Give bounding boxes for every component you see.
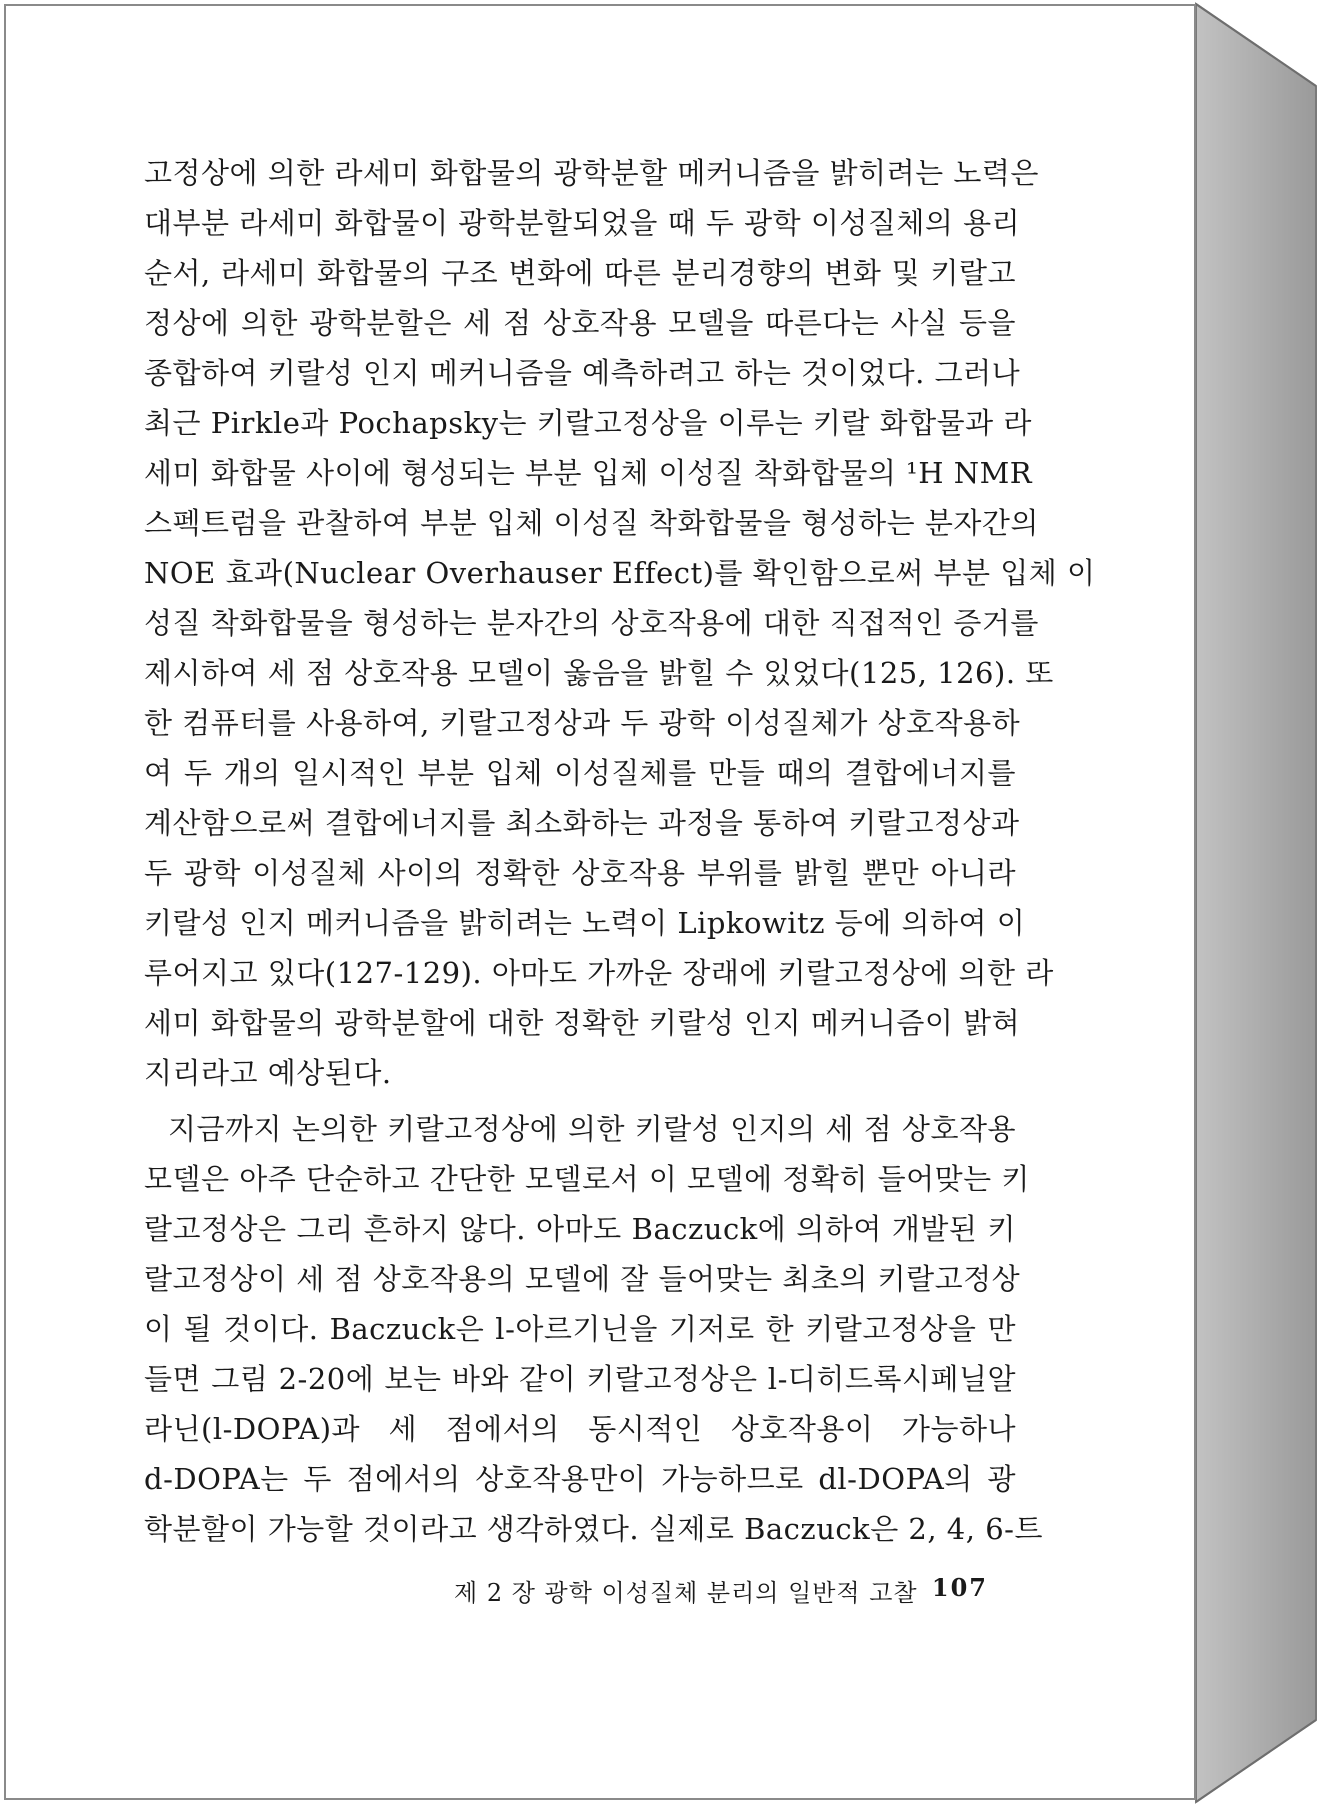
text-line: 성질 착화합물을 형성하는 분자간의 상호작용에 대한 직접적인 증거를 [144,606,1039,640]
book-page [4,4,1196,1800]
text-line: 학분할이 가능할 것이라고 생각하였다. 실제로 Baczuck은 2, 4, 6-트 [144,1512,1043,1546]
chapter-title: 제 2 장 광학 이성질체 분리의 일반적 고찰 [454,1579,918,1607]
text-line: 키랄성 인지 메커니즘을 밝히려는 노력이 Lipkowitz 등에 의하여 이 [144,906,1026,940]
text-line: d-DOPA는 두 점에서의 상호작용만이 가능하므로 dl-DOPA의 광 [144,1462,1016,1496]
text-line: 랄고정상이 세 점 상호작용의 모델에 잘 들어맞는 최초의 키랄고정상 [144,1262,1021,1296]
text-line: 대부분 라세미 화합물이 광학분할되었을 때 두 광학 이성질체의 용리 [144,206,1021,240]
page-footer [454,1573,988,1608]
text-line: 제시하여 세 점 상호작용 모델이 옳음을 밝힐 수 있었다(125, 126). 또 [144,656,1054,690]
text-line: 두 광학 이성질체 사이의 정확한 상호작용 부위를 밝힐 뿐만 아니라 [144,856,1016,890]
paragraph-2 [144,1104,1043,1554]
page-number: 107 [931,1573,988,1602]
text-line: 종합하여 키랄성 인지 메커니즘을 예측하려고 하는 것이었다. 그러나 [144,356,1021,390]
text-line: 정상에 의한 광학분할은 세 점 상호작용 모델을 따른다는 사실 등을 [144,306,1016,340]
text-line: 들면 그림 2-20에 보는 바와 같이 키랄고정상은 l-디히드록시페닐알 [144,1362,1016,1396]
text-line: 세미 화합물 사이에 형성되는 부분 입체 이성질 착화합물의 ¹H NMR [144,456,1033,490]
paragraph-1 [144,148,1096,1098]
text-line: 순서, 라세미 화합물의 구조 변화에 따른 분리경향의 변화 및 키랄고 [144,256,1016,290]
text-line: 스펙트럼을 관찰하여 부분 입체 이성질 착화합물을 형성하는 분자간의 [144,506,1039,540]
text-line: 루어지고 있다(127-129). 아마도 가까운 장래에 키랄고정상에 의한 라 [144,956,1054,990]
text-line: 한 컴퓨터를 사용하여, 키랄고정상과 두 광학 이성질체가 상호작용하 [144,706,1021,740]
text-line: 고정상에 의한 라세미 화합물의 광학분할 메커니즘을 밝히려는 노력은 [144,156,1039,190]
body-text [144,148,1096,1554]
text-line: 모델은 아주 단순하고 간단한 모델로서 이 모델에 정확히 들어맞는 키 [144,1162,1030,1196]
text-line: 여 두 개의 일시적인 부분 입체 이성질체를 만들 때의 결합에너지를 [144,756,1016,790]
book-spine [1196,4,1316,1802]
text-line: NOE 효과(Nuclear Overhauser Effect)를 확인함으로써 부분 입체 이 [144,556,1096,590]
text-line: 세미 화합물의 광학분할에 대한 정확한 키랄성 인지 메커니즘이 밝혀 [144,1006,1021,1040]
text-line: 최근 Pirkle과 Pochapsky는 키랄고정상을 이루는 키랄 화합물과 라 [144,406,1032,440]
text-line: 지리라고 예상된다. [144,1056,392,1090]
text-line: 이 될 것이다. Baczuck은 l-아르기닌을 기저로 한 키랄고정상을 만 [144,1312,1016,1346]
text-line: 계산함으로써 결합에너지를 최소화하는 과정을 통하여 키랄고정상과 [144,806,1020,840]
text-line: 랄고정상은 그리 흔하지 않다. 아마도 Baczuck에 의하여 개발된 키 [144,1212,1016,1246]
text-line: 라닌(l-DOPA)과 세 점에서의 동시적인 상호작용이 가능하나 [144,1412,1016,1446]
text-line: 지금까지 논의한 키랄고정상에 의한 키랄성 인지의 세 점 상호작용 [168,1112,1016,1146]
